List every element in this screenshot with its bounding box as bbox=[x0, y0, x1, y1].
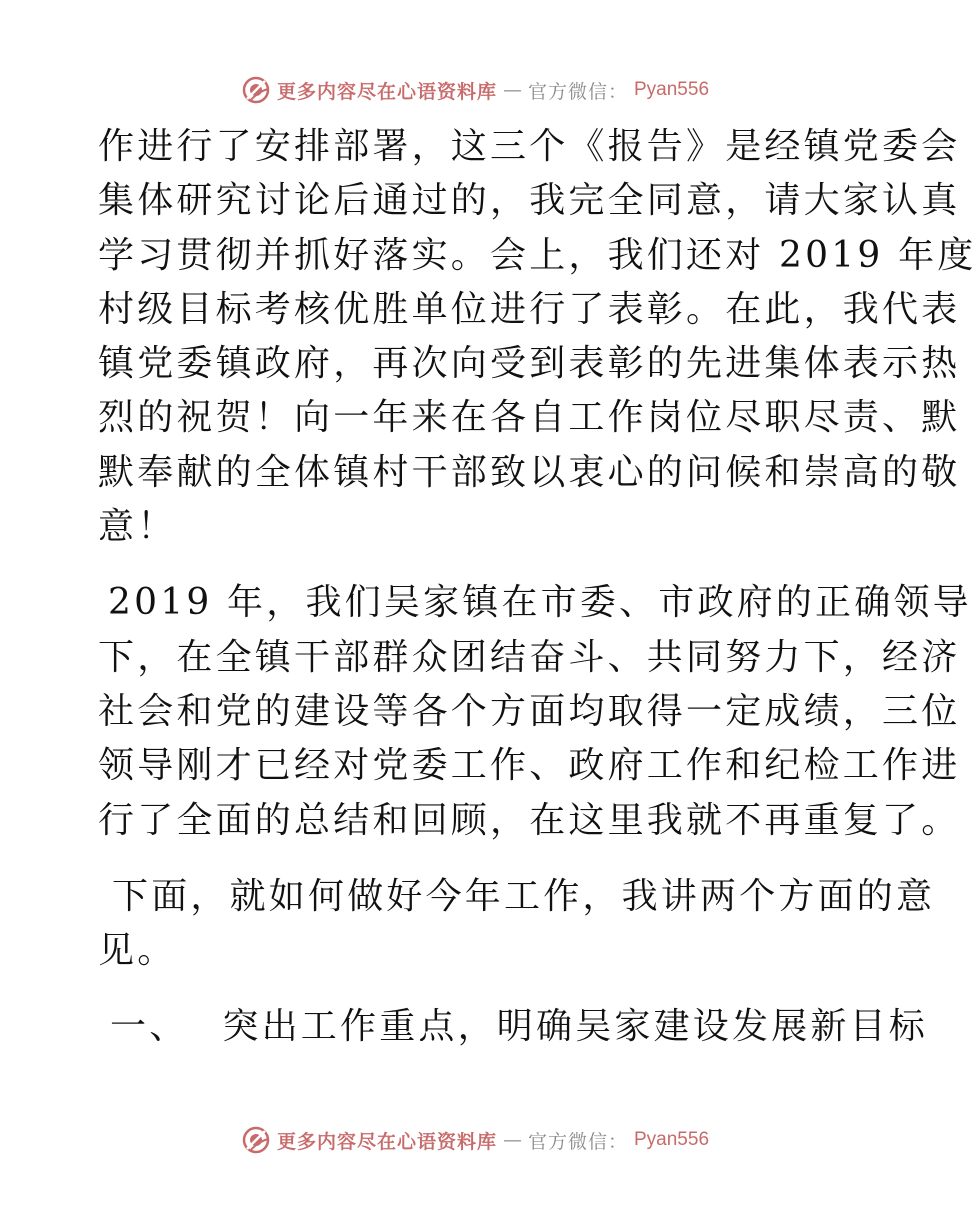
banner-main-text: 更多内容尽在心语资料库 bbox=[276, 1130, 497, 1153]
brand-logo-icon bbox=[241, 75, 271, 105]
paragraph-1 bbox=[98, 120, 977, 554]
banner-wechat-id: Pyan556 bbox=[634, 1129, 710, 1150]
text-line: 烈的祝贺！向一年来在各自工作岗位尽职尽责、默 bbox=[98, 397, 961, 439]
section-heading-number: 一、 bbox=[110, 1006, 189, 1048]
text-line: 行了全面的总结和回顾，在这里我就不再重复了。 bbox=[98, 799, 961, 841]
text-line: 社会和党的建设等各个方面均取得一定成绩，三位 bbox=[98, 690, 961, 732]
text-line: 意！ bbox=[98, 506, 177, 548]
text-line: 集体研究讨论后通过的，我完全同意，请大家认真 bbox=[98, 180, 961, 222]
text-line: 下，在全镇干部群众团结奋斗、共同努力下，经济 bbox=[98, 636, 961, 678]
text-line: 下面，就如何做好今年工作，我讲两个方面的意 bbox=[112, 875, 936, 917]
section-heading-text: 突出工作重点，明确吴家建设发展新目标 bbox=[222, 1006, 929, 1048]
text-line: 镇党委镇政府，再次向受到表彰的先进集体表示热 bbox=[98, 343, 961, 385]
brand-logo-icon bbox=[241, 1125, 271, 1155]
paragraph-spacer bbox=[98, 554, 858, 576]
text-line: 领导刚才已经对党委工作、政府工作和纪检工作进 bbox=[98, 745, 961, 787]
banner-main-text: 更多内容尽在心语资料库 bbox=[276, 80, 497, 103]
text-line: 2019 年，我们吴家镇在市委、市政府的正确领导 bbox=[108, 582, 972, 624]
paragraph-spacer bbox=[98, 978, 858, 1000]
paragraph-spacer bbox=[98, 848, 858, 870]
header-banner bbox=[0, 70, 950, 110]
text-line: 见。 bbox=[98, 930, 177, 972]
section-heading bbox=[98, 1000, 929, 1054]
banner-official-label: 官方微信： bbox=[527, 1130, 628, 1153]
paragraph-3 bbox=[98, 870, 936, 979]
text-line: 作进行了安排部署，这三个《报告》是经镇党委会 bbox=[98, 126, 961, 167]
footer-banner bbox=[0, 1120, 950, 1160]
header-banner-content bbox=[241, 75, 709, 105]
footer-banner-content bbox=[241, 1125, 709, 1155]
paragraph-2 bbox=[98, 576, 972, 847]
banner-dash: — bbox=[502, 1129, 522, 1151]
banner-dash: — bbox=[502, 79, 522, 101]
text-line: 默奉献的全体镇村干部致以衷心的问候和崇高的敬 bbox=[98, 451, 961, 493]
text-line: 村级目标考核优胜单位进行了表彰。在此，我代表 bbox=[98, 288, 961, 330]
banner-official-label: 官方微信： bbox=[527, 80, 628, 103]
banner-wechat-id: Pyan556 bbox=[634, 79, 710, 100]
text-line: 学习贯彻并抓好落实。会上，我们还对 2019 年度 bbox=[98, 234, 977, 276]
document-body bbox=[98, 120, 977, 1054]
